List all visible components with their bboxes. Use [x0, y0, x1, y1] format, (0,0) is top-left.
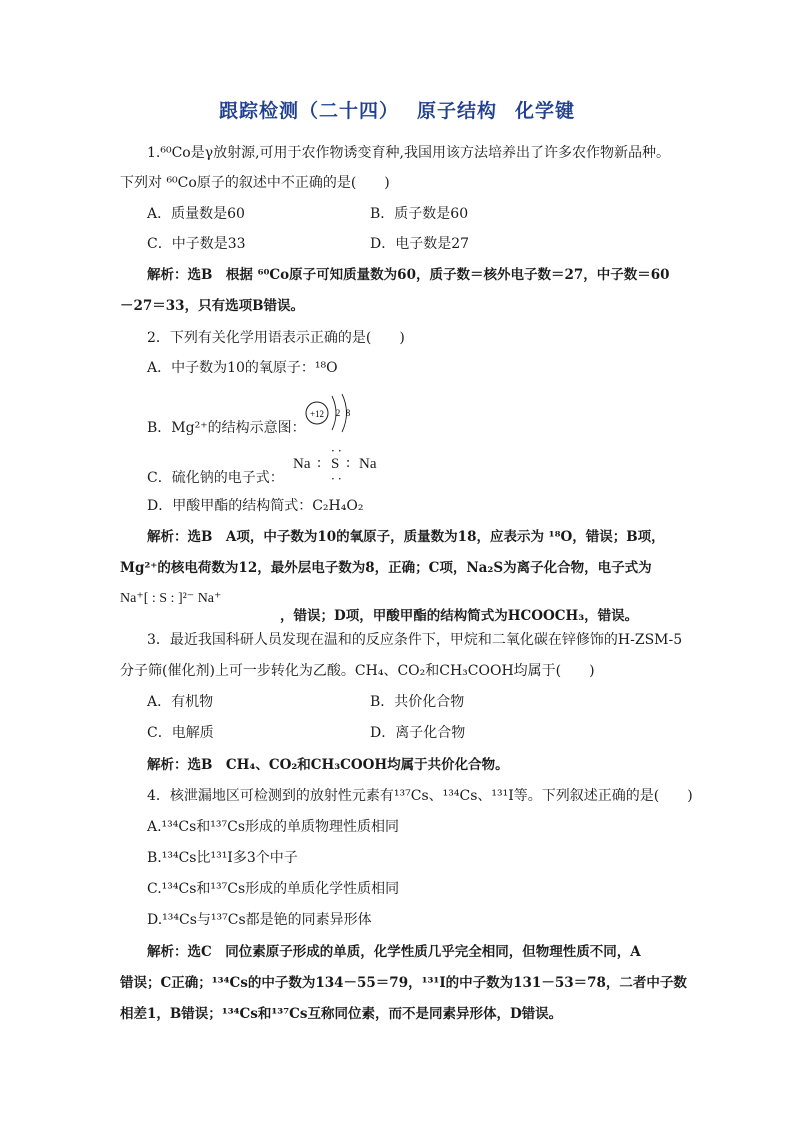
- sodium-sulfide-formula: [293, 444, 393, 487]
- formula-na-left: Na: [293, 456, 311, 472]
- q1-option-a: A．质量数是60: [147, 206, 245, 222]
- formula-na-right: Na: [359, 456, 377, 472]
- q3-option-a: A．有机物: [147, 694, 214, 710]
- title-main: 跟踪检测（二十四）: [218, 100, 399, 122]
- formula-colon-right: :: [346, 455, 351, 471]
- q4-option-a: A.¹³⁴Cs和¹³⁷Cs形成的单质物理性质相同: [147, 819, 400, 835]
- q4-option-d: D.¹³⁴Cs与¹³⁷Cs都是铯的同素异形体: [147, 912, 372, 928]
- q4-analysis-line3: 相差1，B错误；¹³⁴Cs和¹³⁷Cs互称同位素，而不是同素异形体，D错误。: [120, 1006, 563, 1022]
- formula-sulfur: S: [331, 456, 340, 472]
- page-title: [0, 96, 794, 123]
- q4-option-b: B.¹³⁴Cs比¹³¹I多3个中子: [147, 850, 298, 866]
- q1-analysis-line2: －27＝33，只有选项B错误。: [120, 298, 304, 314]
- q2-option-c: C．硫化钠的电子式：: [147, 470, 284, 486]
- q1-stem-line1: 1.⁶⁰Co是γ放射源,可用于农作物诱变育种,我国用该方法培养出了许多农作物新品种。: [147, 145, 670, 161]
- q2-analysis-line3: ，错误；D项，甲酸甲酯的结构简式为HCOOCH₃，错误。: [280, 608, 639, 624]
- q3-stem-line2: 分子筛(催化剂)上可一步转化为乙酸。CH₄、CO₂和CH₃COOH均属于( ): [120, 663, 595, 679]
- q1-stem-line2: 下列对 ⁶⁰Co原子的叙述中不正确的是( ): [120, 175, 390, 191]
- q1-option-d: D．电子数是27: [370, 236, 470, 252]
- formula-colon-left: :: [317, 455, 322, 471]
- q2-option-b: B．Mg²⁺的结构示意图：: [147, 420, 306, 436]
- q2-option-d: D．甲酸甲酯的结构简式：C₂H₄O₂: [147, 498, 364, 514]
- q4-option-c: C.¹³⁴Cs和¹³⁷Cs形成的单质化学性质相同: [147, 881, 400, 897]
- q2-stem: 2．下列有关化学用语表示正确的是( ): [147, 330, 405, 346]
- q1-option-b: B．质子数是60: [370, 206, 469, 222]
- mg-ion-structure-diagram: [302, 390, 362, 436]
- q4-analysis-line1: 解析：选C 同位素原子形成的单质，化学性质几乎完全相同，但物理性质不同，A: [147, 944, 641, 960]
- q3-option-c: C．电解质: [147, 725, 214, 741]
- shell-2-electrons: 8: [345, 408, 351, 418]
- formula-dots-top: ··: [331, 444, 345, 458]
- q3-analysis: 解析：选B CH₄、CO₂和CH₃COOH均属于共价化合物。: [147, 757, 509, 773]
- q1-analysis-line1: 解析：选B 根据 ⁶⁰Co原子可知质量数为60，质子数＝核外电子数＝27，中子数＝60: [147, 267, 670, 283]
- q3-stem-line1: 3．最近我国科研人员发现在温和的反应条件下，甲烷和二氧化碳在锌修饰的H-ZSM-5: [147, 632, 683, 648]
- shell-1-electrons: 2: [335, 408, 341, 418]
- q3-option-b: B．共价化合物: [370, 694, 465, 710]
- title-topic-2: 化学键: [515, 100, 576, 122]
- q4-analysis-line2: 错误；C正确；¹³⁴Cs的中子数为134－55＝79，¹³¹I的中子数为131－53＝78，二者中子数: [120, 975, 687, 991]
- q4-stem: 4．核泄漏地区可检测到的放射性元素有¹³⁷Cs、¹³⁴Cs、¹³¹I等。下列叙述正确的是( ): [147, 788, 693, 804]
- q1-option-c: C．中子数是33: [147, 236, 246, 252]
- q2-analysis-formula: Na⁺[ : S : ]²⁻ Na⁺: [120, 591, 222, 606]
- nucleus-charge: +12: [309, 409, 325, 419]
- formula-dots-bottom: ··: [331, 472, 345, 486]
- q2-option-a: A．中子数为10的氧原子：¹⁸O: [147, 360, 338, 376]
- q2-analysis-line1: 解析：选B A项，中子数为10的氧原子，质量数为18，应表示为 ¹⁸O，错误；B项，: [147, 529, 665, 545]
- q2-analysis-line2: Mg²⁺的核电荷数为12，最外层电子数为8，正确；C项，Na₂S为离子化合物，电子式为: [120, 560, 652, 576]
- q3-option-d: D．离子化合物: [370, 725, 466, 741]
- title-topic-1: 原子结构: [416, 100, 497, 122]
